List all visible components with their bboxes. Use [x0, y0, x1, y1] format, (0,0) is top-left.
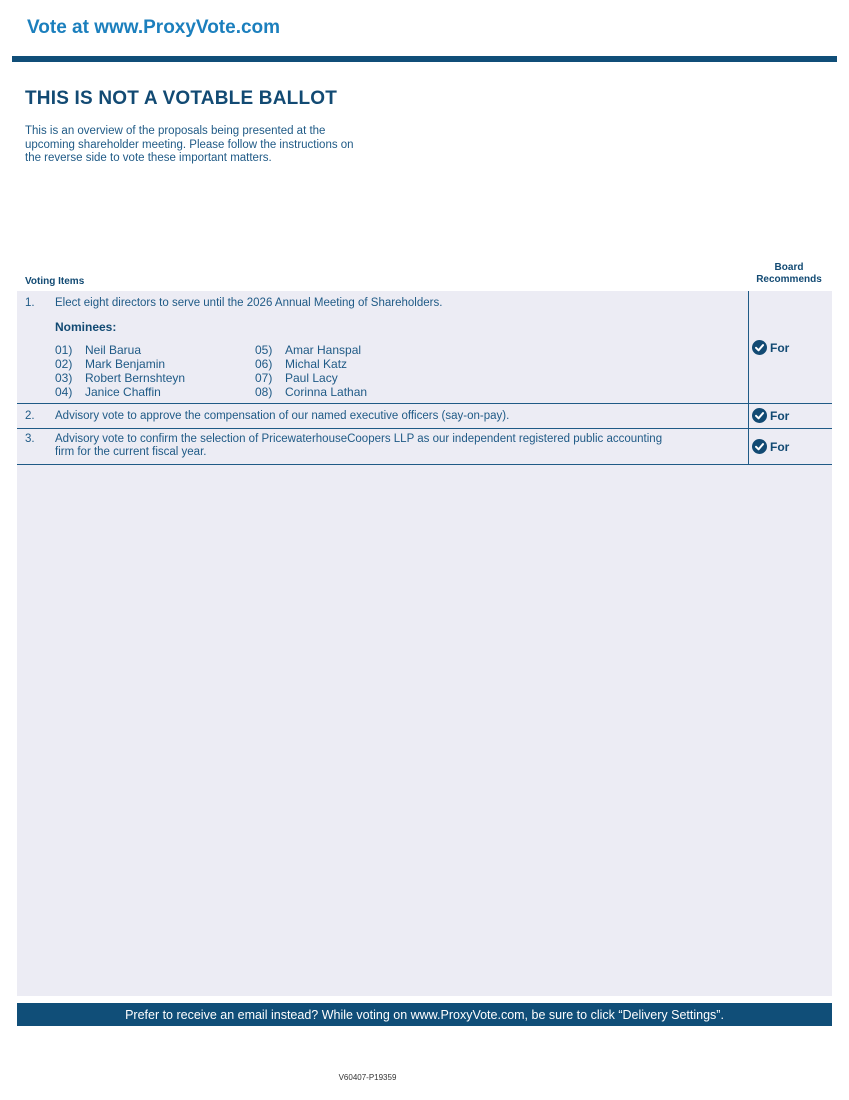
- item-2-recommendation: For: [752, 408, 789, 423]
- nominees-label: Nominees:: [55, 320, 117, 334]
- check-circle-icon: [752, 408, 767, 423]
- check-circle-icon: [752, 340, 767, 355]
- nominee: 04) Janice Chaffin: [55, 385, 161, 399]
- nominee: 06) Michal Katz: [255, 357, 348, 371]
- voting-items-header: Voting Items: [25, 276, 85, 287]
- row-divider: [17, 428, 832, 429]
- proxyvote-link[interactable]: Vote at www.ProxyVote.com: [27, 17, 281, 38]
- item-3-number: 3.: [25, 433, 35, 445]
- nominee: 03) Robert Bernshteyn: [55, 371, 186, 385]
- column-divider: [748, 291, 749, 465]
- item-1-text: Elect eight directors to serve until the 2026 Annual Meeting of Shareholders.: [55, 297, 443, 309]
- item-2-text: Advisory vote to approve the compensation of our named executive officers (say-on-pay).: [55, 410, 510, 422]
- row-divider: [17, 403, 832, 404]
- board-recommends-header: Board Recommends: [756, 262, 822, 285]
- check-circle-icon: [752, 439, 767, 454]
- item-1-recommendation: For: [752, 340, 789, 355]
- page-title: THIS IS NOT A VOTABLE BALLOT: [25, 88, 338, 109]
- document-code: V60407-P19359: [338, 1073, 397, 1082]
- nominee: 02) Mark Benjamin: [55, 357, 166, 371]
- delivery-settings-banner: Prefer to receive an email instead? While voting on www.ProxyVote.com, be sure to click “Delivery Settings”.: [17, 1003, 832, 1026]
- item-1-number: 1.: [25, 297, 35, 309]
- intro-text: This is an overview of the proposals being presented at the upcoming shareholder meeting. Please follow the instructions on the reverse side to vote these important matters.: [25, 125, 354, 164]
- nominee: 08) Corinna Lathan: [255, 385, 368, 399]
- item-2-number: 2.: [25, 410, 35, 422]
- row-divider: [17, 464, 832, 465]
- item-3-text: Advisory vote to confirm the selection of PricewaterhouseCoopers LLP as our independent registered public accounting firm for the current fiscal year.: [55, 433, 663, 458]
- nominee: 01) Neil Barua: [55, 343, 142, 357]
- nominee: 07) Paul Lacy: [255, 371, 338, 385]
- header-rule: [12, 56, 837, 62]
- nominee: 05) Amar Hanspal: [255, 343, 362, 357]
- item-3-recommendation: For: [752, 439, 789, 454]
